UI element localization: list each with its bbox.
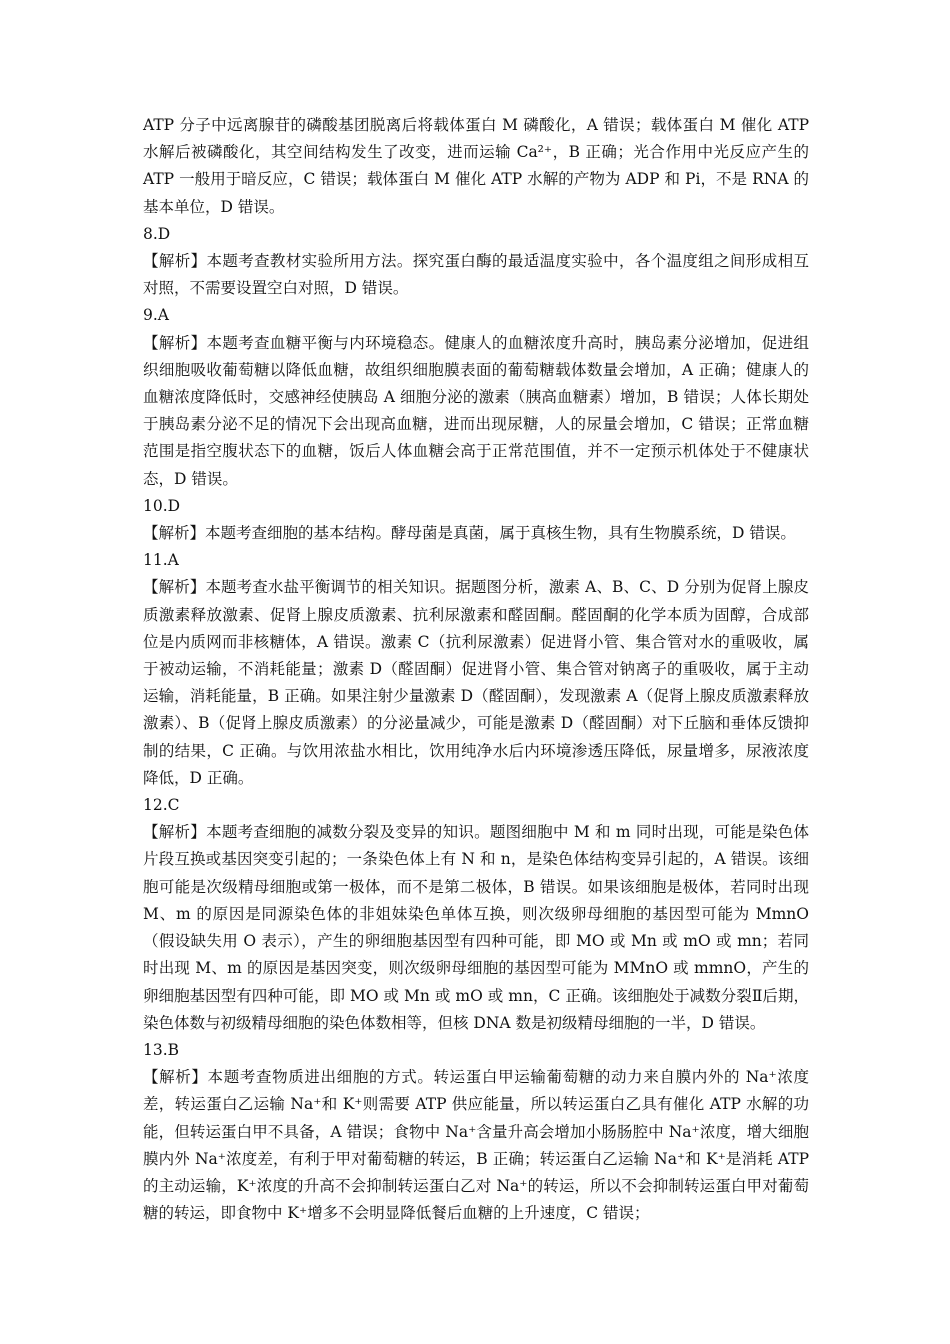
answer-13: 13.B (143, 1040, 180, 1059)
explanation-13: 【解析】本题考查物质进出细胞的方式。转运蛋白甲运输葡萄糖的动力来自膜内外的 Na⁺浓度差，转运蛋白乙运输 Na⁺和 K⁺则需要 ATP 供应能量，所以转运蛋白乙具有催化 ATP 水解的功能，但转运蛋白甲不具备，A 错误；食物中 Na⁺含量升高会增加小肠肠腔中 Na⁺浓度，增大细胞膜内外 Na⁺浓度差，有利于甲对葡萄糖的转运，B 正确；转运蛋白乙运输 Na⁺和 K⁺是消耗 ATP 的主动运输，K⁺浓度的升高不会抑制转运蛋白乙对 Na⁺的转运，所以不会抑制转运蛋白甲对葡萄糖的转运，即食物中 K⁺增多不会明显降低餐后血糖的上升速度，C 错误； (143, 1068, 809, 1223)
answer-12: 12.C (143, 796, 180, 815)
answer-9: 9.A (143, 306, 169, 325)
answer-10: 10.D (143, 496, 181, 515)
explanation-9: 【解析】本题考查血糖平衡与内环境稳态。健康人的血糖浓度升高时，胰岛素分泌增加，促进组织细胞吸收葡萄糖以降低血糖，故组织细胞膜表面的葡萄糖载体数量会增加，A 正确；健康人的血糖浓度降低时，交感神经使胰岛 A 细胞分泌的激素（胰高血糖素）增加，B 错误；人体长期处于胰岛素分泌不足的情况下会出现高血糖，进而出现尿糖，人的尿量会增加，C 错误；正常血糖范围是指空腹状态下的血糖，饭后人体血糖会高于正常范围值，并不一定预示机体处于不健康状态，D 错误。 (143, 333, 809, 488)
answer-11: 11.A (143, 551, 179, 570)
explanation-12: 【解析】本题考查细胞的减数分裂及变异的知识。题图细胞中 M 和 m 同时出现，可能是染色体片段互换或基因突变引起的；一条染色体上有 N 和 n，是染色体结构变异引起的，A 错误。该细胞可能是次级精母细胞或第一极体，而不是第二极体，B 错误。如果该细胞是极体，若同时出现 M、m 的原因是同源染色体的非姐妹染色单体互换，则次级卵母细胞的基因型可能为 MmnO（假设缺失用 O 表示），产生的卵细胞基因型有四种可能，即 MO 或 Mn 或 mO 或 mn；若同时出现 M、m 的原因是基因突变，则次级卵母细胞的基因型可能为 MMnO 或 mmnO，产生的卵细胞基因型有四种可能，即 MO 或 Mn 或 mO 或 mn，C 正确。该细胞处于减数分裂Ⅱ后期，染色体数与初级精母细胞的染色体数相等，但核 DNA 数是初级精母细胞的一半，D 错误。 (143, 823, 809, 1032)
answer-8: 8.D (143, 224, 171, 243)
explanation-10: 【解析】本题考查细胞的基本结构。酵母菌是真菌，属于真核生物，具有生物膜系统，D 错误。 (143, 524, 796, 543)
explanation-8: 【解析】本题考查教材实验所用方法。探究蛋白酶的最适温度实验中，各个温度组之间形成相互对照，不需要设置空白对照，D 错误。 (143, 252, 809, 298)
answer-explanations (143, 112, 809, 1227)
paragraph-q7-continuation: ATP 分子中远离腺苷的磷酸基团脱离后将载体蛋白 M 磷酸化，A 错误；载体蛋白 M 催化 ATP 水解后被磷酸化，其空间结构发生了改变，进而运输 Ca²⁺，B 正确；光合作用中光反应产生的 ATP 一般用于暗反应，C 错误；载体蛋白 M 催化 ATP 水解的产物为 ADP 和 Pi，不是 RNA 的基本单位，D 错误。 (143, 116, 809, 216)
explanation-11: 【解析】本题考查水盐平衡调节的相关知识。据题图分析，激素 A、B、C、D 分别为促肾上腺皮质激素释放激素、促肾上腺皮质激素、抗利尿激素和醛固酮。醛固酮的化学本质为固醇，合成部位是内质网而非核糖体，A 错误。激素 C（抗利尿激素）促进肾小管、集合管对水的重吸收，属于被动运输，不消耗能量；激素 D（醛固酮）促进肾小管、集合管对钠离子的重吸收，属于主动运输，消耗能量，B 正确。如果注射少量激素 D（醛固酮），发现激素 A（促肾上腺皮质激素释放激素）、B（促肾上腺皮质激素）的分泌量减少，可能是激素 D（醛固酮）对下丘脑和垂体反馈抑制的结果，C 正确。与饮用浓盐水相比，饮用纯净水后内环境渗透压降低，尿量增多，尿液浓度降低，D 正确。 (143, 578, 809, 787)
